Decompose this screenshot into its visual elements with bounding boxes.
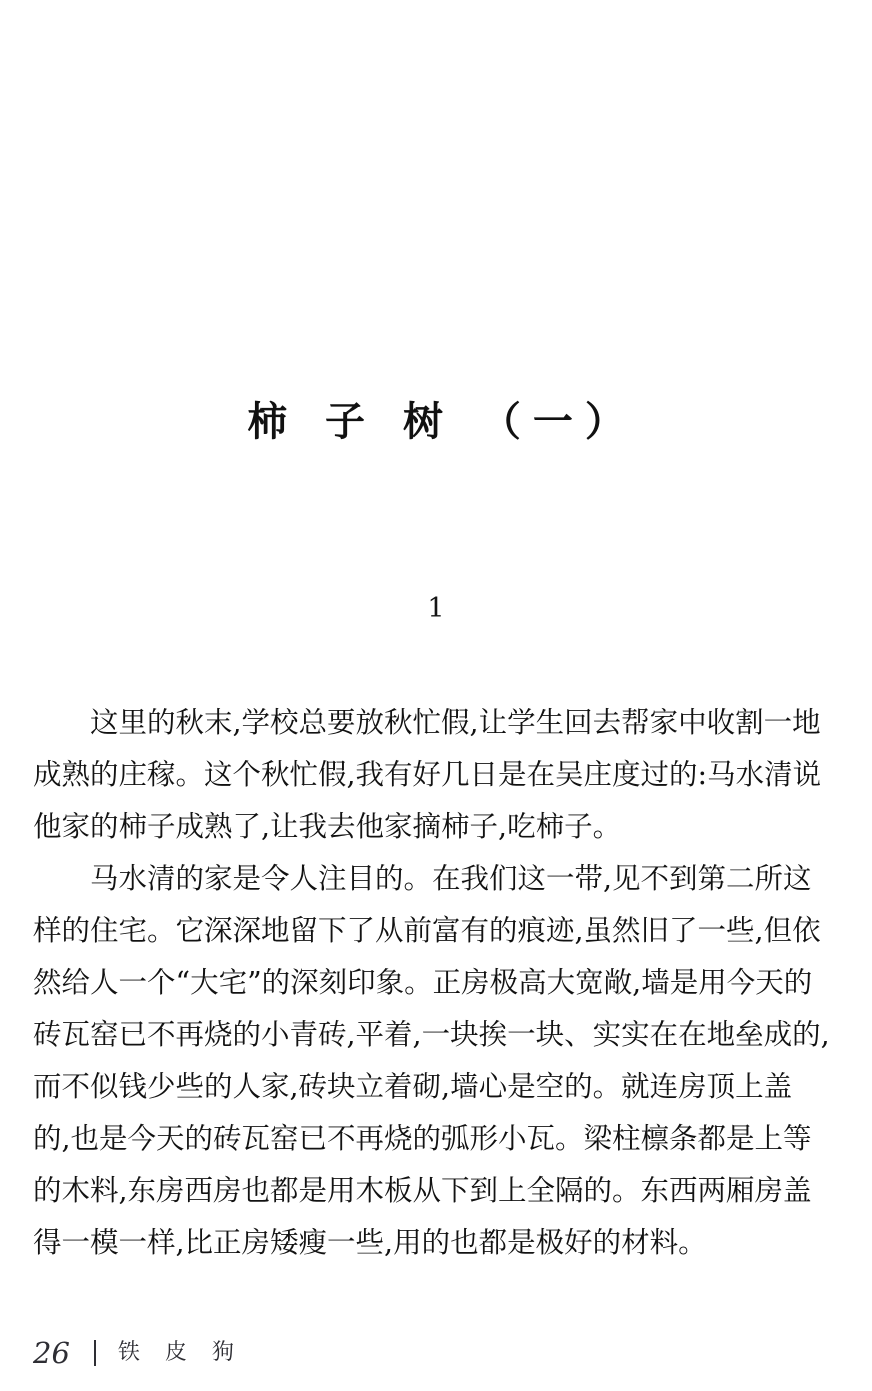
text-line: 得一模一样,比正房矮瘦一些,用的也都是极好的材料。	[33, 1226, 707, 1259]
footer-separator-rule	[94, 1340, 96, 1366]
text-line: 砖瓦窑已不再烧的小青砖,平着,一块挨一块、实实在在地垒成的,	[33, 1018, 830, 1051]
paragraph	[33, 853, 841, 1269]
page-footer	[33, 1331, 243, 1375]
text-line: 然给人一个“大宅”的深刻印象。正房极高大宽敞,墙是用今天的	[33, 966, 813, 999]
text-line: 的,也是今天的砖瓦窑已不再烧的弧形小瓦。梁柱檩条都是上等	[33, 1122, 812, 1155]
text-line: 样的住宅。它深深地留下了从前富有的痕迹,虽然旧了一些,但依	[33, 914, 821, 947]
section-number: 1	[427, 593, 445, 624]
paragraph	[33, 697, 841, 853]
line-text: 马水清的家是令人注目的。在我们这一带,见不到第二所这	[90, 862, 812, 895]
text-line: 而不似钱少些的人家,砖块立着砌,墙心是空的。就连房顶上盖	[33, 1070, 793, 1103]
line-text: 这里的秋末,学校总要放秋忙假,让学生回去帮家中收割一地	[90, 706, 821, 739]
text-line	[33, 853, 841, 905]
book-title: 铁 皮 狗	[117, 1340, 243, 1365]
chapter-title: 柿 子 树 （一）	[247, 398, 637, 445]
text-line: 成熟的庄稼。这个秋忙假,我有好几日是在吴庄度过的:马水清说	[33, 758, 822, 791]
body-text	[33, 697, 841, 1269]
text-line	[33, 697, 841, 749]
text-line: 他家的柿子成熟了,让我去他家摘柿子,吃柿子。	[33, 810, 622, 843]
page-number: 26	[33, 1335, 70, 1370]
text-line: 的木料,东房西房也都是用木板从下到上全隔的。东西两厢房盖	[33, 1174, 812, 1207]
